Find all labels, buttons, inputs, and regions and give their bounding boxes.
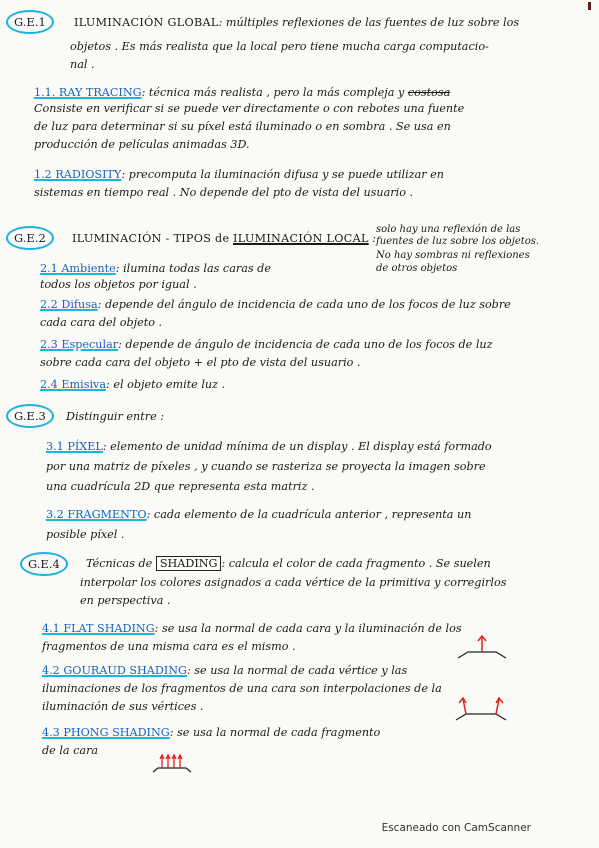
- pixel-label: 3.1 PÍXEL: [46, 440, 103, 453]
- pixel-text-2: por una matriz de píxeles , y cuando se rasteriza se proyecta la imagen sobre: [46, 460, 486, 473]
- page-corner-mark: [588, 2, 591, 10]
- ray-tracing-text-2: Consiste en verificar si se puede ver directamente o con rebotes una fuente: [34, 102, 465, 115]
- ge4-heading: [86, 556, 491, 571]
- ge1-text-2: objetos . Es más realista que la local pero tiene mucha carga computacio-: [70, 40, 489, 53]
- ge2-badge: G.E.2: [6, 226, 54, 250]
- ge2-heading: [72, 232, 376, 245]
- gouraud-text-1: : se usa la normal de cada vértice y las: [186, 664, 408, 677]
- ge1-text-1: : múltiples reflexiones de las fuentes de luz sobre los: [218, 16, 520, 29]
- ge2-title-colon: :: [372, 232, 377, 245]
- radiosity-label: 1.2 RADIOSITY: [34, 168, 122, 181]
- flat-shading-text-1: : se usa la normal de cada cara y la iluminación de los: [154, 622, 462, 635]
- pixel-line-1: [46, 440, 492, 453]
- gouraud-text-2: iluminaciones de los fragmentos de una cara son interpolaciones de la: [42, 682, 442, 695]
- pixel-text-3: una cuadrícula 2D que representa esta matriz .: [46, 480, 315, 493]
- especular-text-2: sobre cada cara del objeto + el pto de vista del usuario .: [40, 356, 361, 369]
- especular-text-1: : depende de ángulo de incidencia de cada uno de los focos de luz: [118, 338, 493, 351]
- gouraud-shading-sketch: [450, 692, 514, 724]
- scanner-footer: Escaneado con CamScanner: [381, 822, 531, 834]
- ge1-heading: [74, 16, 519, 29]
- pixel-text-1: : elemento de unidad mínima de un display . El display está formado: [102, 440, 492, 453]
- ge4-badge: G.E.4: [20, 552, 68, 576]
- ge2-note-4: de otros objetos: [376, 263, 458, 274]
- emisiva-text-1: : el objeto emite luz .: [106, 378, 226, 391]
- flat-shading-sketch: [452, 632, 512, 662]
- difusa-text-2: cada cara del objeto .: [40, 316, 163, 329]
- difusa-text-1: : depende del ángulo de incidencia de cada uno de los focos de luz sobre: [97, 298, 511, 311]
- gouraud-label: 4.2 GOURAUD SHADING: [42, 664, 187, 677]
- ge2-note-2: fuentes de luz sobre los objetos.: [376, 236, 540, 247]
- fragmento-label: 3.2 FRAGMENTO: [46, 508, 147, 521]
- flat-shading-text-2: fragmentos de una misma cara es el mismo .: [42, 640, 296, 653]
- ambiente-line-1: [40, 262, 271, 275]
- ambiente-text-1: : ilumina todas las caras de: [115, 262, 271, 275]
- ge3-badge: G.E.3: [6, 404, 54, 428]
- radiosity-text-2: sistemas en tiempo real . No depende del pto de vista del usuario .: [34, 186, 414, 199]
- gouraud-text-3: iluminación de sus vértices .: [42, 700, 204, 713]
- difusa-line-1: [40, 298, 511, 311]
- ge3-title: Distinguir entre :: [66, 410, 165, 423]
- ray-tracing-line-1: [34, 86, 450, 99]
- ge2-note-3: No hay sombras ni reflexiones: [376, 250, 530, 261]
- ge1-badge: G.E.1: [6, 10, 54, 34]
- fragmento-text-1: : cada elemento de la cuadrícula anterior , representa un: [146, 508, 472, 521]
- phong-text-1: : se usa la normal de cada fragmento: [169, 726, 381, 739]
- ge2-title-prefix: ILUMINACIÓN - TIPOS de: [72, 232, 230, 245]
- ambiente-label: 2.1 Ambiente: [40, 262, 116, 275]
- ambiente-text-2: todos los objetos por igual .: [40, 278, 197, 291]
- fragmento-text-2: posible píxel .: [46, 528, 125, 541]
- phong-line-1: [42, 726, 380, 739]
- fragmento-line-1: [46, 508, 471, 521]
- difusa-label: 2.2 Difusa: [40, 298, 98, 311]
- phong-text-2: de la cara: [42, 744, 99, 757]
- gouraud-line-1: [42, 664, 407, 677]
- ge4-text-2: interpolar los colores asignados a cada vértice de la primitiva y corregirlos: [80, 576, 507, 589]
- ray-tracing-struck-word: costosa: [407, 86, 451, 99]
- ge2-note-1: solo hay una reflexión de las: [376, 224, 521, 235]
- ray-tracing-text-4: producción de películas animadas 3D.: [34, 138, 250, 151]
- flat-shading-line-1: [42, 622, 462, 635]
- ray-tracing-label: 1.1. RAY TRACING: [34, 86, 142, 99]
- flat-shading-label: 4.1 FLAT SHADING: [42, 622, 155, 635]
- phong-shading-sketch: [150, 750, 194, 776]
- ray-tracing-text-1: : técnica más realista , pero la más compleja y: [141, 86, 405, 99]
- ge2-title-local: ILUMINACIÓN LOCAL: [233, 232, 369, 245]
- especular-label: 2.3 Especular: [40, 338, 119, 351]
- ge1-text-3: nal .: [70, 58, 95, 71]
- phong-label: 4.3 PHONG SHADING: [42, 726, 170, 739]
- emisiva-label: 2.4 Emisiva: [40, 378, 107, 391]
- emisiva-line-1: [40, 378, 225, 391]
- radiosity-text-1: : precomputa la iluminación difusa y se puede utilizar en: [121, 168, 444, 181]
- ge1-title: ILUMINACIÓN GLOBAL: [74, 16, 219, 29]
- ge4-text-3: en perspectiva .: [80, 594, 171, 607]
- especular-line-1: [40, 338, 493, 351]
- radiosity-line-1: [34, 168, 444, 181]
- ge4-title-prefix: Técnicas de: [86, 557, 153, 570]
- ge4-text-1: : calcula el color de cada fragmento . Se suelen: [221, 557, 491, 570]
- ge4-title-box: SHADING: [156, 556, 222, 571]
- ray-tracing-text-3: de luz para determinar si su píxel está iluminado o en sombra . Se usa en: [34, 120, 451, 133]
